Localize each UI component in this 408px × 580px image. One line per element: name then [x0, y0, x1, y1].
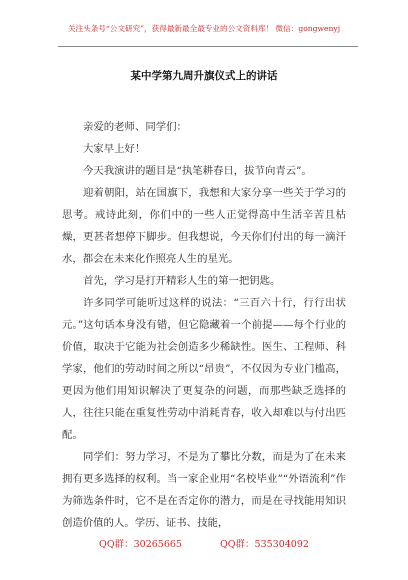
- paragraph: 同学们：努力学习，不是为了攀比分数，而是为了在未来拥有更多选择的权利。当一家企业用“名校毕业”“外语流利”作为筛选条件时，它不是在否定你的潜力，而是在寻找能用知识创造价值的人。学历、证书、技能，: [62, 451, 346, 529]
- header-divider: [58, 46, 358, 47]
- greeting: 大家早上好！: [83, 143, 146, 155]
- salutation: 亲爱的老师、同学们：: [83, 121, 187, 133]
- header-promo-text: 关注头条号“公文研究”，获得最新最全最专业的公文资料库！ 微信：gongwenyj: [67, 24, 341, 33]
- paragraph: 迎着朝阳，站在国旗下，我想和大家分享一些关于学习的思考。戒诗此刻，你们中的一些人正觉得高中生活辛苦且枯燥，更甚者想停下脚步。但我想说，今天你们付出的每一滴汗水，都会在未来化作照亮人生的星光。: [62, 187, 346, 265]
- document-body: [62, 116, 346, 534]
- page-header: [0, 0, 408, 52]
- document-title: 某中学第九周升旗仪式上的讲话: [130, 70, 278, 82]
- qq-group-2: QQ群：535304092: [219, 539, 309, 550]
- paragraph: 首先，学习是打开精彩人生的第一把钥匙。: [83, 275, 281, 287]
- qq-group-1: QQ群：30265665: [99, 539, 182, 550]
- paragraph: 许多同学可能听过这样的说法：“三百六十行，行行出状元。”这句话本身没有错，但它隐藏着一个前提——每个行业的价值，取决于它能为社会创造多少稀缺性。医生、工程师、科学家，他们的劳动时间之所以“昂贵”，不仅因为专业门槛高，更因为他们用知识解决了更复杂的问题，而那些缺乏选择的人，往往只能在重复性劳动中消耗青春，收入却难以与付出匹配。: [62, 297, 346, 441]
- page-footer: [0, 536, 408, 550]
- speech-topic: 今天我演讲的题目是“执笔耕春日，拔节向青云”。: [83, 165, 312, 177]
